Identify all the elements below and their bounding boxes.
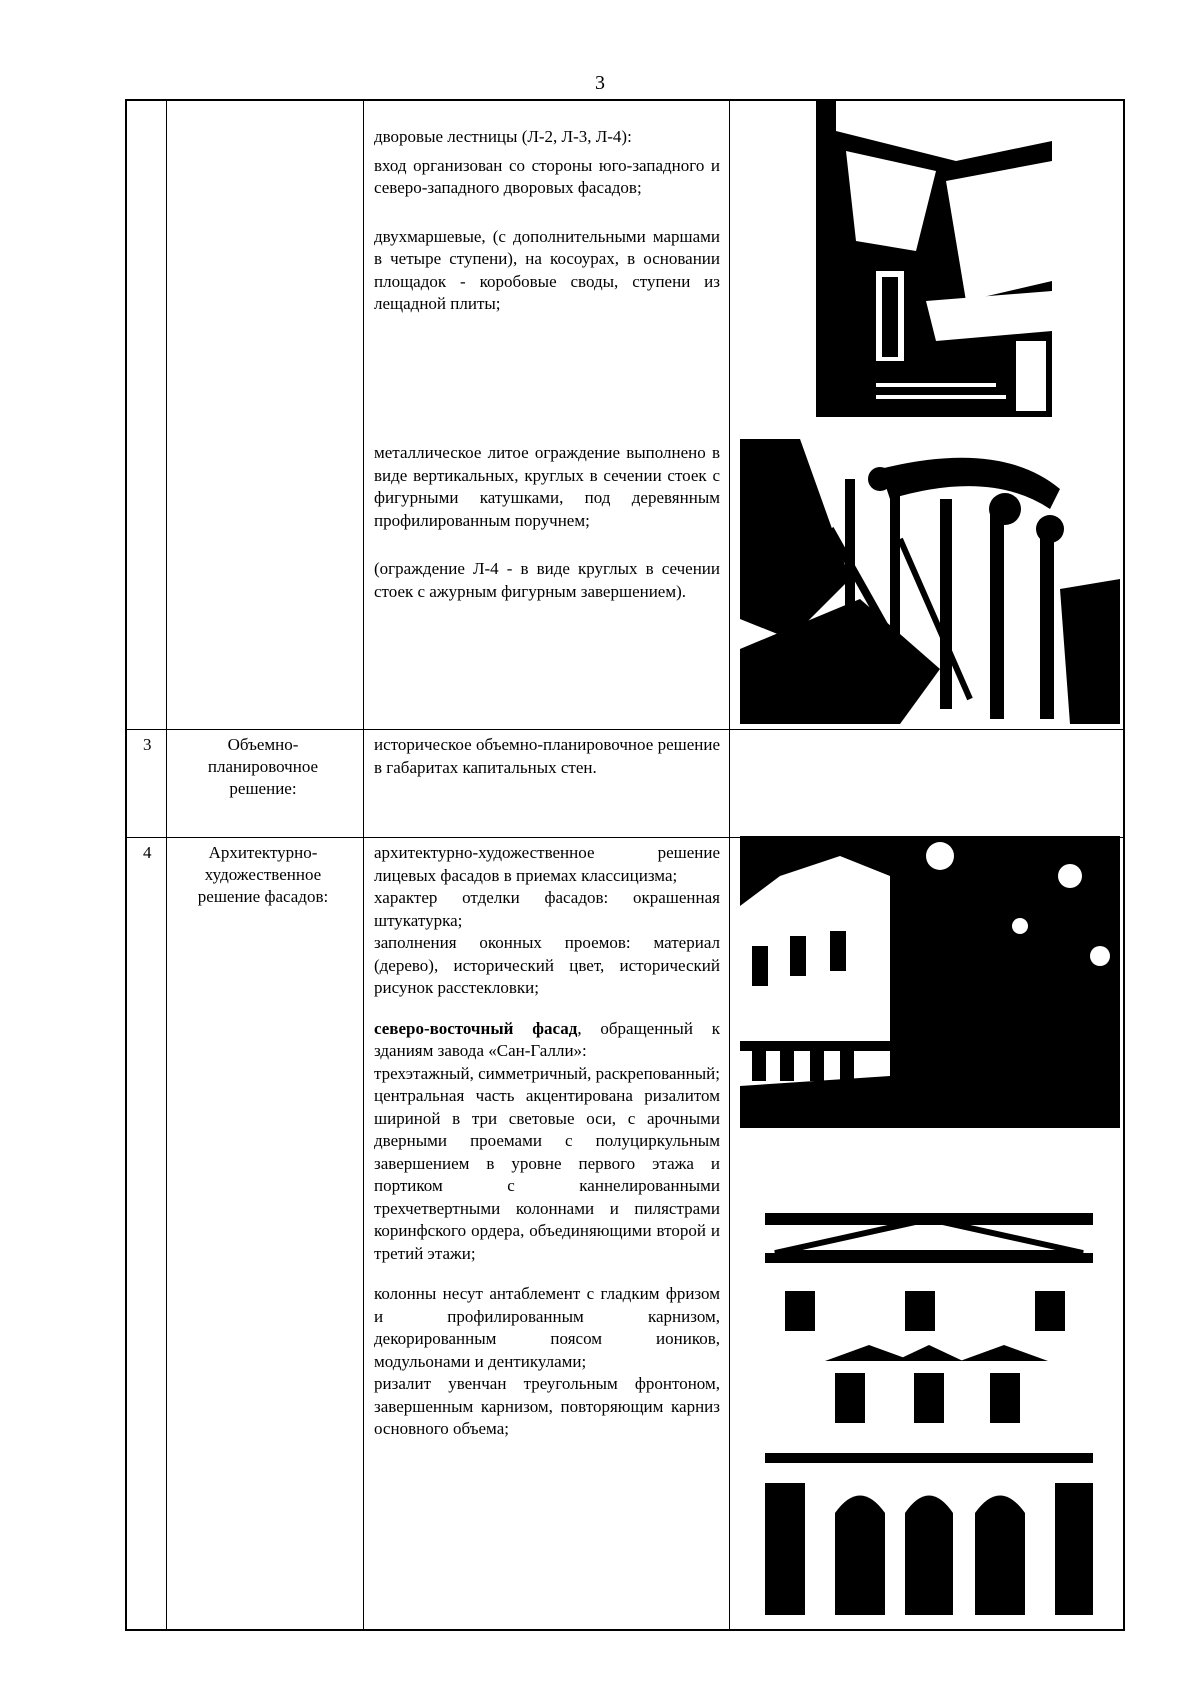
column-divider-2 (363, 99, 364, 1631)
building-side-photo (740, 836, 1120, 1128)
railing-l4-text: (ограждение Л-4 - в виде круглых в сечении стоек с ажурным фигурным завершением). (374, 559, 720, 601)
northeast-facade-orientation: , обращенный к зданиям завода «Сан-Галли»: (374, 1018, 720, 1060)
northeast-facade-heading: северо-восточный фасад (374, 1018, 578, 1038)
row-divider-3 (125, 729, 1125, 730)
entablature: колонны несут антаблемент с гладким фризом и профилированным карнизом, декорированным поясом иоников, модульонами и дентикулами; (374, 1284, 720, 1371)
row-3-number: 3 (143, 735, 152, 754)
row-4-number: 4 (143, 843, 152, 862)
row-4-title: Архитектурно-художественное решение фасадов: (197, 843, 329, 906)
column-divider-1 (166, 99, 167, 1631)
stairs-construction: двухмаршевые, (с дополнительными маршами в четыре ступени), на косоурах, в основании площадок - коробовые своды, ступени из лещадной плиты; (374, 226, 720, 313)
page-number: 3 (595, 72, 605, 94)
window-fill: заполнения оконных проемов: материал (дерево), исторический цвет, исторический рисунок расстекловки; (374, 933, 720, 997)
railing-description (374, 442, 720, 603)
stairs-entrance: вход организован со стороны юго-западного и северо-западного дворовых фасадов; (374, 155, 720, 197)
row-3-text: историческое объемно-планировочное решение в габаритах капитальных стен. (374, 735, 720, 777)
facade-composition: трехэтажный, симметричный, раскрепованный; (374, 1063, 720, 1083)
facade-style: архитектурно-художественное решение лицевых фасадов в приемах классицизма; (374, 843, 720, 885)
stairs-heading: дворовые лестницы (Л-2, Л-3, Л-4): (374, 127, 632, 146)
row-3-title: Объемно-планировочное решение: (207, 735, 319, 798)
row-4-text (374, 842, 720, 1441)
pediment: ризалит увенчан треугольным фронтоном, завершенным карнизом, повторяющим карниз основного объема; (374, 1374, 720, 1438)
central-part: центральная часть акцентирована ризалитом шириной в три световые оси, с арочными дверными проемами с полуциркульным завершением в уровне первого этажа и портиком с каннелированными трехчетвертными колоннами и пилястрами коринфского ордера, объединяющими второй и третий этажи; (374, 1086, 720, 1263)
table-border-left (125, 99, 127, 1631)
table-border-right (1123, 99, 1125, 1631)
railing-photo (740, 439, 1120, 724)
stairs-description (374, 126, 720, 316)
facade-finish: характер отделки фасадов: окрашенная штукатурка; (374, 888, 720, 930)
staircase-photo (816, 101, 1052, 417)
central-facade-photo (765, 1213, 1093, 1615)
column-divider-3 (729, 99, 730, 1631)
railing-text: металлическое литое ограждение выполнено в виде вертикальных, круглых в сечении стоек с фигурными катушками, под деревянным профилированным поручнем; (374, 443, 720, 530)
table-border-bottom (125, 1629, 1125, 1631)
northeast-facade (374, 1018, 720, 1063)
